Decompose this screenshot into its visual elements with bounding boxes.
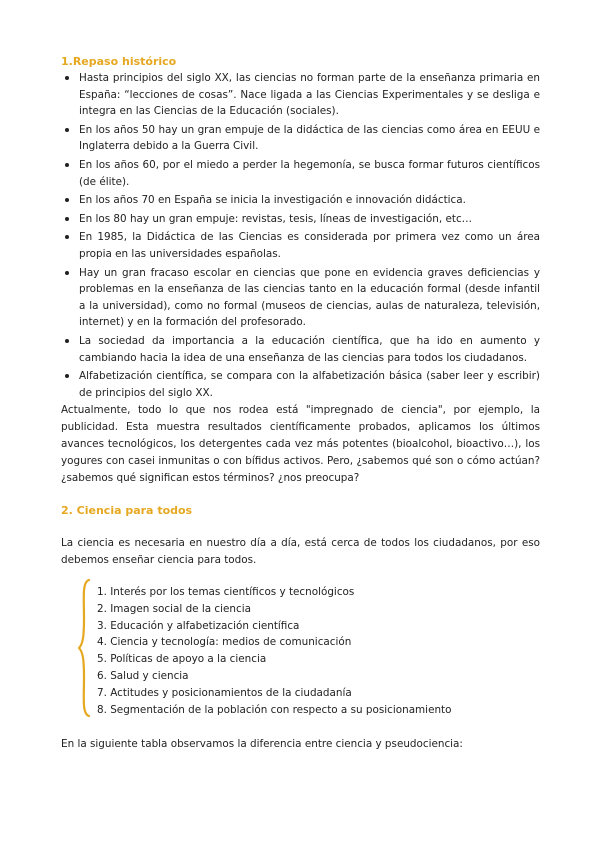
history-bullet-list — [61, 70, 540, 403]
paragraph-table-intro: En la siguiente tabla observamos la diferencia entre ciencia y pseudociencia: — [61, 738, 463, 750]
list-item: En los años 70 en España se inicia la investigación e innovación didáctica. — [61, 192, 540, 209]
paragraph-intro: La ciencia es necesaria en nuestro día a día, está cerca de todos los ciudadanos, por eso debemos enseñar ciencia para todos. — [61, 537, 540, 566]
list-item: 1. Interés por los temas científicos y tecnológicos — [97, 586, 355, 598]
list-item: Hay un gran fracaso escolar en ciencias que pone en evidencia graves deficiencias y problemas en la enseñanza de las ciencias tanto en la educación formal (desde infantil a la universidad), como no formal (museos de ciencias, aulas de naturaleza, televisión, internet) y en la formación del profesorado. — [61, 265, 540, 331]
list-item: En los 80 hay un gran empuje: revistas, tesis, líneas de investigación, etc… — [61, 211, 540, 228]
list-item: Alfabetización científica, se compara con la alfabetización básica (saber leer y escribir) de principios del siglo XX. — [61, 368, 540, 401]
list-item: Hasta principios del siglo XX, las ciencias no forman parte de la enseñanza primaria en España: “lecciones de cosas”. Nace ligada a las Ciencias Experimentales y se desliga e integra en las Ciencias de la Educación (sociales). — [61, 70, 540, 120]
list-item: 5. Políticas de apoyo a la ciencia — [97, 653, 267, 666]
list-item: En 1985, la Didáctica de las Ciencias es considerada por primera vez como un área propia en las universidades españolas. — [61, 229, 540, 262]
topics-numbered-list — [97, 584, 451, 718]
list-item: 7. Actitudes y posicionamientos de la ciudadanía — [97, 686, 352, 699]
list-item: 3. Educación y alfabetización científica — [97, 619, 300, 632]
section-heading-ciencia-para-todos: 2. Ciencia para todos — [61, 504, 193, 517]
list-item: En los años 60, por el miedo a perder la hegemonía, se busca formar futuros científicos (de élite). — [61, 157, 540, 190]
list-item: La sociedad da importancia a la educación científica, que ha ido en aumento y cambiando hacia la idea de una enseñanza de las ciencias para todos los ciudadanos. — [61, 333, 540, 366]
list-item: 6. Salud y ciencia — [97, 669, 189, 682]
list-item: 4. Ciencia y tecnología: medios de comunicación — [97, 636, 352, 649]
section-heading-repaso: 1.Repaso histórico — [61, 55, 177, 68]
list-item: En los años 50 hay un gran empuje de la didáctica de las ciencias como área en EEUU e Inglaterra debido a la Guerra Civil. — [61, 122, 540, 155]
curly-brace-icon — [78, 578, 92, 718]
paragraph-actualmente: Actualmente, todo lo que nos rodea está "impregnado de ciencia", por ejemplo, la publicidad. Esta muestra resultados científicamente probados, aplicamos los últimos avances tecnológicos, los detergentes cada vez más potentes (bioalcohol, bioactivo…), los yogures con casei inmunitas o con bífidus activos. Pero, ¿sabemos qué son o cómo actúan? ¿sabemos qué significan estos términos? ¿nos preocupa? — [61, 404, 540, 484]
list-item: 2. Imagen social de la ciencia — [97, 602, 251, 615]
list-item: 8. Segmentación de la población con respecto a su posicionamiento — [97, 703, 452, 716]
